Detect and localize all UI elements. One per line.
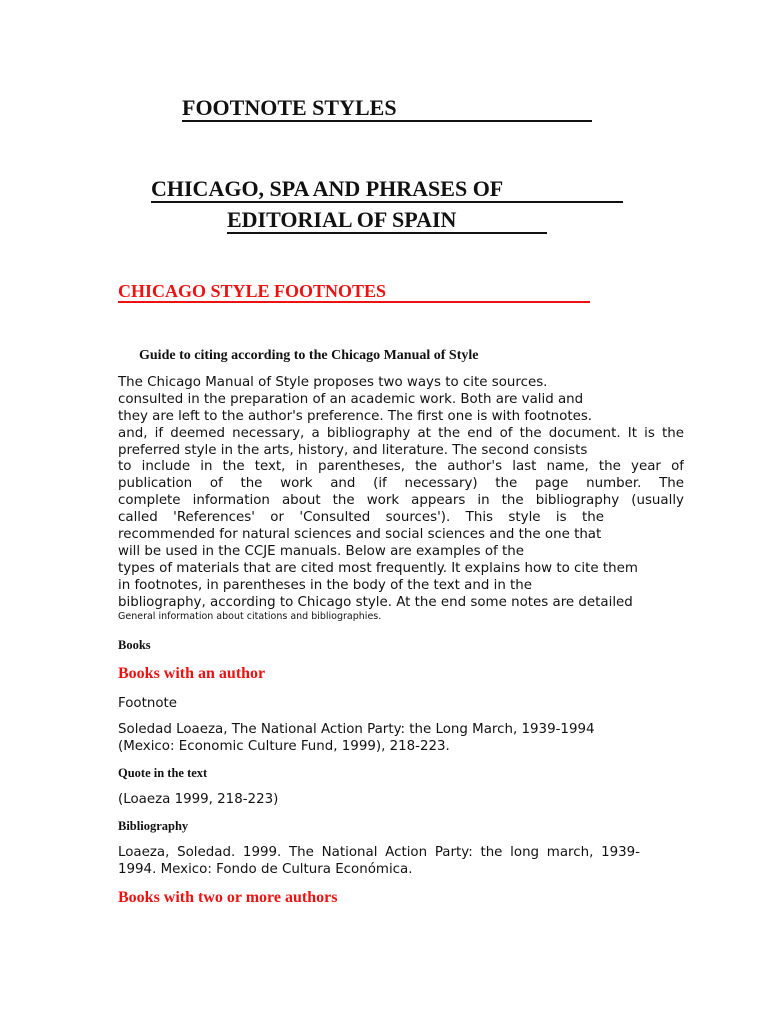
intro-line: preferred style in the arts, history, and literature. The second consists xyxy=(118,442,588,458)
intro-paragraph xyxy=(118,375,684,611)
intro-line: in footnotes, in parentheses in the body of the text and in the xyxy=(118,577,533,593)
intro-line: called 'References' or 'Consulted sources'). This style is the xyxy=(118,510,604,526)
document-title-line-1: FOOTNOTE STYLES xyxy=(182,96,592,122)
bibliography-line: 1994. Mexico: Fondo de Cultura Económica. xyxy=(118,862,413,877)
intro-line: recommended for natural sciences and social sciences and the one that xyxy=(118,527,602,543)
document-title-line-2: CHICAGO, SPA AND PHRASES OF xyxy=(151,177,623,203)
section-heading-chicago: CHICAGO STYLE FOOTNOTES xyxy=(118,281,590,303)
intro-line: consulted in the preparation of an academic work. Both are valid and xyxy=(118,391,584,407)
intro-line: The Chicago Manual of Style proposes two ways to cite sources. xyxy=(118,375,548,390)
intro-line: types of materials that are cited most frequently. It explains how to cite them xyxy=(118,560,638,576)
books-with-author-heading: Books with an author xyxy=(118,665,266,682)
footnote-label-text: Footnote xyxy=(118,696,178,711)
bibliography-label: Bibliography xyxy=(118,819,189,833)
guide-heading: Guide to citing according to the Chicago Manual of Style xyxy=(139,348,479,363)
general-info-note: General information about citations and bibliographies. xyxy=(118,611,382,622)
bibliography-example xyxy=(118,844,640,878)
document-title-line-3: EDITORIAL OF SPAIN xyxy=(227,208,547,234)
footnote-line: (Mexico: Economic Culture Fund, 1999), 218-223. xyxy=(118,739,450,754)
intro-line: they are left to the author's preference. The first one is with footnotes. xyxy=(118,408,593,424)
intro-line: bibliography, according to Chicago style. At the end some notes are detailed xyxy=(118,594,633,610)
intro-line: will be used in the CCJE manuals. Below are examples of the xyxy=(118,543,524,559)
quote-text: (Loaeza 1999, 218-223) xyxy=(118,792,279,807)
intro-line: complete information about the work appears in the bibliography (usually xyxy=(118,493,684,509)
quote-in-text-label: Quote in the text xyxy=(118,766,208,780)
footnote-example xyxy=(118,721,640,755)
books-label: Books xyxy=(118,638,151,652)
intro-line: to include in the text, in parentheses, the author's last name, the year of xyxy=(118,459,684,475)
bibliography-line: Loaeza, Soledad. 1999. The National Action Party: the long march, 1939- xyxy=(118,845,640,860)
intro-line: publication of the work and (if necessary) the page number. The xyxy=(118,476,684,492)
footnote-label xyxy=(118,695,640,712)
intro-line: and, if deemed necessary, a bibliography at the end of the document. It is the xyxy=(118,425,684,441)
footnote-line: Soledad Loaeza, The National Action Party: the Long March, 1939-1994 xyxy=(118,722,595,737)
quote-example xyxy=(118,791,640,808)
books-two-authors-heading: Books with two or more authors xyxy=(118,889,338,906)
